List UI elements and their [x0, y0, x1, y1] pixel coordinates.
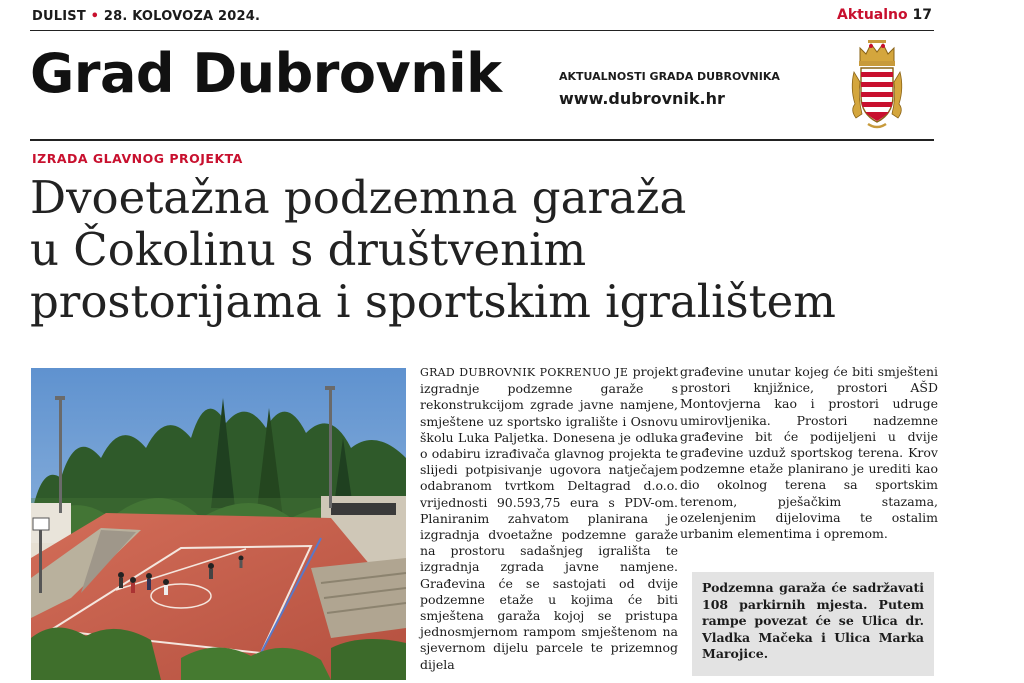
column-1-body: projekt izgradnje podzemne garaže s rekonstrukcijom zgrade javne namjene, smještene uz sportsko igralište i Osnovu školu Luka Paljetka. Donesena je odluka o odabiru izrađivača glavnog projekta te slijedi potpisivanje ugovora natječajem odabranom tvrtkom Deltagrad d.o.o. vrijednosti 90.593,75 eura s PDV-om. Planiranim zahvatom planirana je izgradnja dvoetažne podzemne garaže na prostoru sadašnjeg igrališta te izgradnja zgrada javne namjene. Građevina će se sastojati od dvije podzemne etaže u kojima će biti smještena garaža kojoj se pristupa jednosmjernom rampom smještenom na sjevernom dijelu parcele te prizemnog dijela — [420, 364, 678, 672]
city-title: Grad Dubrovnik — [30, 42, 502, 105]
headline-line-3: prostorijama i sportskim igralištem — [30, 275, 836, 328]
headline-line-2: u Čokolinu s društvenim — [30, 223, 587, 276]
article-kicker: IZRADA GLAVNOG PROJEKTA — [32, 151, 243, 166]
highlight-box: Podzemna garaža će sadržavati 108 parkirnih mjesta. Putem rampe povezat će se Ulica dr. Vladka Mačeka i Ulica Marka Marojice. — [692, 572, 934, 676]
dubrovnik-coat-of-arms-icon — [846, 38, 908, 134]
header-rule — [30, 139, 934, 141]
article-headline — [30, 172, 950, 328]
article-column-2 — [680, 364, 938, 542]
paper-name: DULIST — [32, 9, 86, 24]
city-subtitle: AKTUALNOSTI GRADA DUBROVNIKA — [559, 70, 780, 83]
issue-date: 28. KOLOVOZA 2024. — [103, 9, 261, 24]
masthead-date-line — [32, 9, 260, 24]
column-1-text — [420, 364, 678, 673]
column-2-body: građevine unutar kojeg će biti smješteni prostori knjižnice, prostori AŠD Montovjerna kao i prostori udruge umirovljenika. Prostori nadzemne građevine bit će podijeljeni u dvije građevine uzduž sportskog terena. Krov podzemne etaže planirano je urediti kao dio okolnog terena sa sportskim terenom, pješačkim stazama, ozelenjenim dijelovima te ostalim urbanim elementima i opremom. — [680, 364, 938, 542]
city-website: www.dubrovnik.hr — [559, 89, 725, 108]
page-number: 17 — [912, 7, 932, 23]
top-rule — [30, 30, 934, 31]
headline-line-1: Dvoetažna podzemna garaža — [30, 171, 687, 224]
bullet-separator: • — [90, 9, 100, 24]
garage-rendering-photo — [31, 368, 406, 680]
section-name: Aktualno — [837, 7, 908, 23]
section-label — [837, 7, 932, 23]
lead-in-caps: GRAD DUBROVNIK POKRENUO JE — [420, 366, 629, 379]
article-column-1 — [420, 364, 678, 673]
